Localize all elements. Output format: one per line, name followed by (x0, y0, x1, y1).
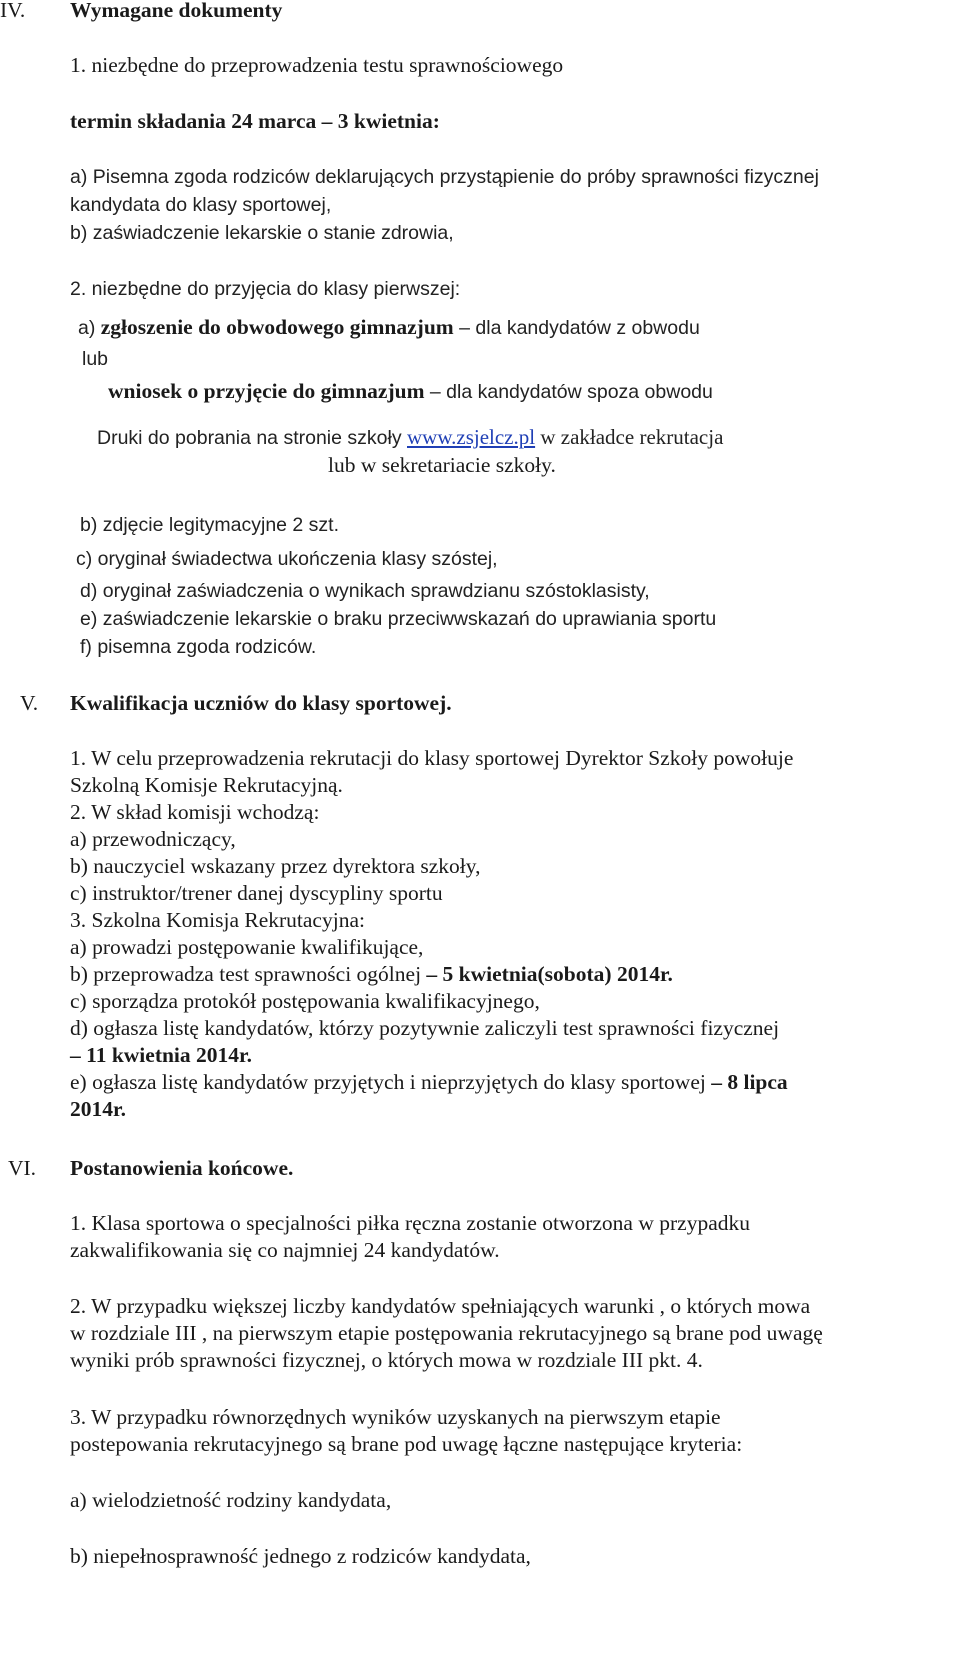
required-docs-item-1: 1. niezbędne do przeprowadzenia testu sprawnościowego (70, 53, 564, 77)
item-1b: b) zaświadczenie lekarskie o stanie zdrowia, (70, 222, 454, 244)
section-vi-title: Postanowienia końcowe. (70, 1156, 294, 1180)
sec6-p3-line-2: postepowania rekrutacyjnego są brane pod uwagę łączne następujące kryteria: (70, 1432, 743, 1456)
section-iv-numeral-text: IV. (0, 0, 26, 22)
sec6-p2-line-3: wyniki prób sprawności fizycznej, o których mowa w rozdziale III pkt. 4. (70, 1348, 703, 1372)
section-v-title: Kwalifikacja uczniów do klasy sportowej. (70, 691, 452, 715)
submission-deadline: termin składania 24 marca – 3 kwietnia: (70, 109, 440, 133)
test-date: – 5 kwietnia(sobota) 2014r. (426, 962, 673, 986)
sec6-p3b: b) niepełnosprawność jednego z rodziców kandydata, (70, 1544, 531, 1568)
forms-download-line-1 (97, 424, 723, 451)
sec5-p2a: a) przewodniczący, (70, 827, 236, 851)
sec5-p1-line-1: 1. W celu przeprowadzenia rekrutacji do klasy sportowej Dyrektor Szkoły powołuje (70, 746, 794, 770)
sec5-p3a: a) prowadzi postępowanie kwalifikujące, (70, 935, 424, 959)
item-2d: d) oryginał zaświadczenia o wynikach sprawdzianu szóstoklasisty, (80, 580, 650, 602)
forms-download-post: w zakładce rekrutacja (535, 425, 724, 449)
required-docs-item-2: 2. niezbędne do przyjęcia do klasy pierwszej: (70, 278, 461, 300)
sec5-p2: 2. W skład komisji wchodzą: (70, 800, 320, 824)
school-website-link[interactable]: www.zsjelcz.pl (407, 425, 536, 449)
sec5-p2b: b) nauczyciel wskazany przez dyrektora szkoły, (70, 854, 481, 878)
wniosek-bold: wniosek o przyjęcie do gimnazjum (108, 379, 425, 403)
item-2e: e) zaświadczenie lekarskie o braku przeciwwskazań do uprawiania sportu (80, 608, 717, 630)
sec5-p3b (70, 961, 673, 987)
sec5-p3e-pre: e) ogłasza listę kandydatów przyjętych i nieprzyjętych do klasy sportowej (70, 1070, 712, 1094)
sec5-p3e-line-1 (70, 1069, 788, 1095)
sec5-p2c: c) instruktor/trener danej dyscypliny sportu (70, 881, 443, 905)
section-v-numeral: V. (20, 691, 39, 715)
section-iv-title: Wymagane dokumenty (70, 0, 283, 22)
item-2b: b) zdjęcie legitymacyjne 2 szt. (80, 514, 340, 536)
forms-download-line-2: lub w sekretariacie szkoły. (328, 453, 556, 477)
item-2f: f) pisemna zgoda rodziców. (80, 636, 317, 658)
sec5-p3d-line-1: d) ogłasza listę kandydatów, którzy pozytywnie zaliczyli test sprawności fizycznej (70, 1016, 780, 1040)
sec6-p1-line-1: 1. Klasa sportowa o specjalności piłka ręczna zostanie otworzona w przypadku (70, 1211, 751, 1235)
admission-list-date-1: – 8 lipca (711, 1070, 788, 1094)
section-vi-numeral: VI. (8, 1156, 37, 1180)
sec5-p1-line-2: Szkolną Komisje Rekrutacyjną. (70, 773, 343, 797)
item-2a-or: lub (82, 348, 109, 370)
wniosek-rest: – dla kandydatów spoza obwodu (424, 381, 713, 403)
admission-list-date-2: 2014r. (70, 1097, 126, 1121)
item-2c: c) oryginał świadectwa ukończenia klasy szóstej, (76, 548, 498, 570)
item-2a-rest: – dla kandydatów z obwodu (453, 317, 700, 339)
sec6-p1-line-2: zakwalifikowania się co najmniej 24 kandydatów. (70, 1238, 500, 1262)
sec5-p3: 3. Szkolna Komisja Rekrutacyjna: (70, 908, 365, 932)
sec6-p3-line-1: 3. W przypadku równorzędnych wyników uzyskanych na pierwszym etapie (70, 1405, 721, 1429)
item-2a (78, 314, 700, 341)
item-2a-bold: zgłoszenie do obwodowego gimnazjum (100, 315, 454, 339)
sec6-p3a: a) wielodzietność rodziny kandydata, (70, 1488, 392, 1512)
item-2a-prefix: a) (78, 317, 101, 339)
sec5-p3c: c) sporządza protokół postępowania kwalifikacyjnego, (70, 989, 540, 1013)
item-2a-alternative (108, 378, 713, 405)
sec6-p2-line-1: 2. W przypadku większej liczby kandydatów spełniających warunki , o których mowa (70, 1294, 811, 1318)
sec6-p2-line-2: w rozdziale III , na pierwszym etapie postępowania rekrutacyjnego są brane pod uwagę (70, 1321, 823, 1345)
sec5-p3b-pre: b) przeprowadza test sprawności ogólnej (70, 962, 427, 986)
item-1a-line-2: kandydata do klasy sportowej, (70, 194, 332, 216)
results-list-date: – 11 kwietnia 2014r. (70, 1043, 252, 1067)
item-1a-line-1: a) Pisemna zgoda rodziców deklarujących przystąpienie do próby sprawności fizycznej (70, 166, 819, 188)
section-iv-numeral (0, 0, 25, 23)
forms-download-pre: Druki do pobrania na stronie szkoły (97, 427, 407, 449)
